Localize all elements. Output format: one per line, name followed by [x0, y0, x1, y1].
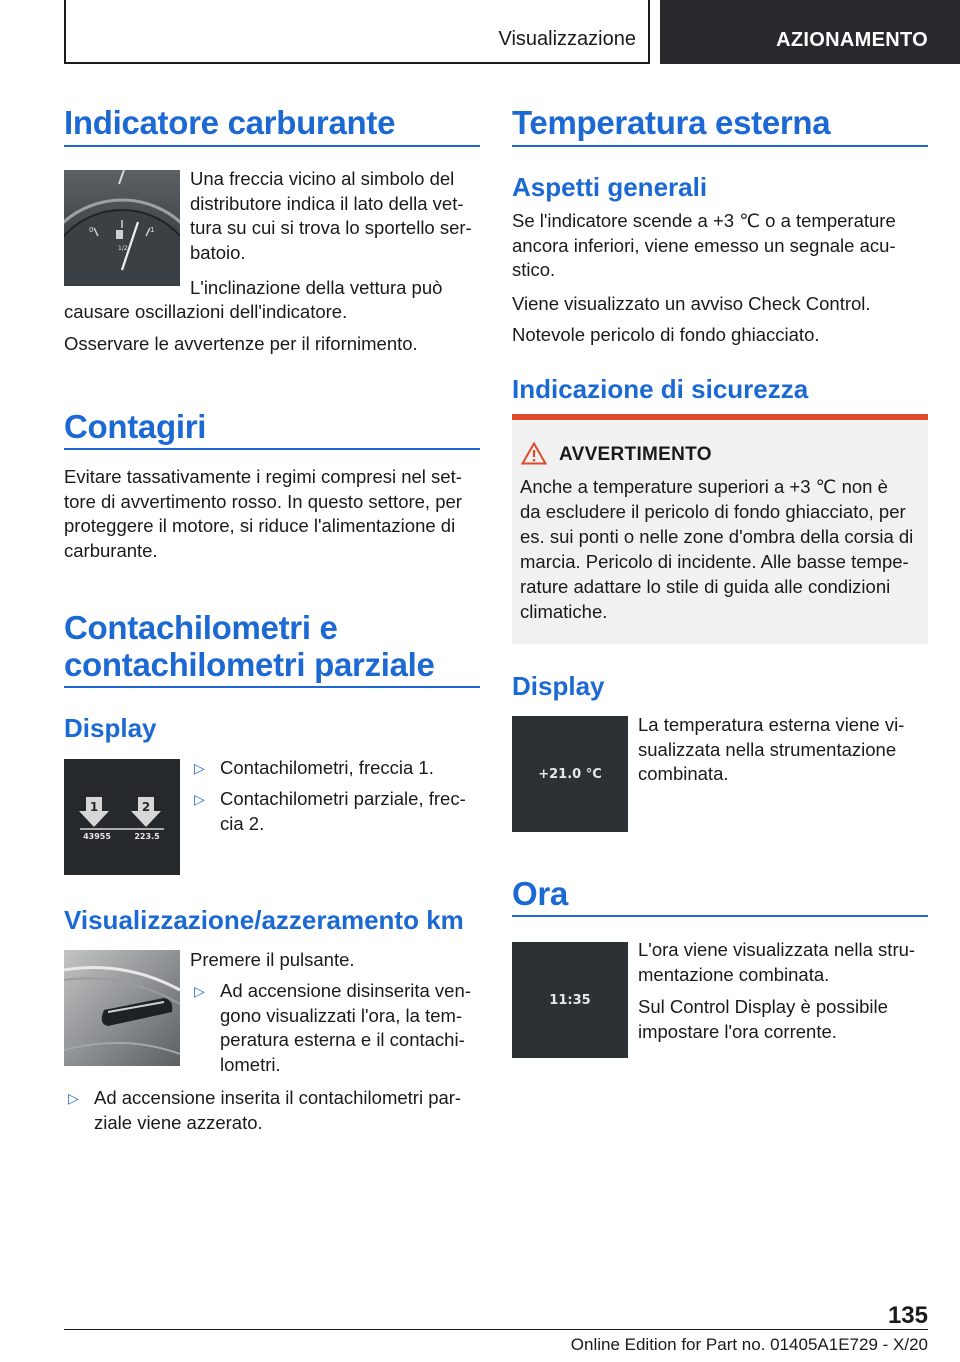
reset-button-illustration — [64, 950, 180, 1066]
tachometer-paragraph — [64, 465, 480, 563]
text-line: tore di avvertimento rosso. In questo settore, per — [64, 490, 462, 512]
clock-heading: Ora — [512, 875, 568, 912]
gauge-label-half: 1/2 — [118, 245, 128, 252]
bullet-triangle-icon: ▷ — [194, 983, 205, 999]
text-line: ziale viene azzerato. — [94, 1111, 263, 1133]
bullet-triangle-icon: ▷ — [194, 760, 205, 776]
temperature-display-heading: Display — [512, 671, 605, 701]
reset-button-image — [64, 950, 180, 1066]
reset-km-heading: Visualizzazione/azzeramento km — [64, 905, 464, 935]
arrow-1-label: 1 — [89, 800, 99, 814]
header-chapter-label: AZIONAMENTO — [776, 29, 928, 51]
reset-bullet-2 — [68, 1086, 480, 1135]
text-line: Ad accensione disinserita ven- — [220, 980, 471, 1001]
clock-display-value: 11:35 — [549, 992, 591, 1008]
general-aspects-heading: Aspetti generali — [512, 172, 708, 202]
clock-display-image — [512, 942, 628, 1058]
header-rule-bottom — [64, 62, 650, 64]
warning-triangle-icon — [521, 442, 547, 465]
text-line: rature adattare lo stile di guida alle condizioni — [520, 576, 891, 597]
heading-rule — [64, 448, 480, 450]
odometer-value: 43955 — [83, 832, 111, 841]
header-section-title: Visualizzazione — [498, 28, 636, 50]
text-line: cia 2. — [220, 812, 265, 834]
text-line: sualizzata nella strumentazione — [638, 738, 897, 760]
text-line: batoio. — [190, 241, 246, 263]
fuel-gauge-image — [64, 170, 180, 286]
fuel-paragraph-2-second-line: causare oscillazioni dell'indicatore. — [64, 301, 348, 322]
warning-text — [520, 474, 924, 624]
odometer-heading-line-2: contachilometri parziale — [64, 646, 435, 683]
text-line: tura su cui si trova lo sportello ser- — [190, 217, 472, 238]
heading-rule — [512, 145, 928, 147]
header-chapter-tab — [660, 0, 960, 64]
temperature-paragraph-1 — [512, 209, 928, 283]
odometer-display-image — [64, 759, 180, 875]
header-rule-left — [64, 0, 66, 64]
text-line: es. sui ponti o nelle zone d'ombra della corsia di — [520, 526, 914, 547]
clock-paragraph-1 — [638, 938, 928, 987]
text-line: stico. — [512, 259, 556, 280]
bullet-triangle-icon: ▷ — [68, 1090, 79, 1106]
text-line: Una freccia vicino al simbolo del — [190, 168, 455, 189]
heading-rule — [64, 145, 480, 147]
odometer-bullet-1 — [194, 756, 480, 781]
text-line: lometri. — [220, 1053, 281, 1075]
text-line: proteggere il motore, si riduce l'alimentazione di — [64, 515, 456, 536]
warning-box — [512, 414, 928, 644]
heading-rule — [512, 915, 928, 917]
footer-rule — [64, 1329, 928, 1330]
text-line: mentazione combinata. — [638, 963, 830, 985]
text-line: marcia. Pericolo di incidente. Alle basse tempe- — [520, 551, 909, 572]
fuel-gauge-illustration — [64, 170, 180, 286]
clock-paragraph-2 — [638, 995, 928, 1044]
text-line: distributore indica il lato della vet- — [190, 192, 464, 214]
footer-edition-text: Online Edition for Part no. 01405A1E729 - X/20 — [570, 1335, 928, 1354]
text-line: impostare l'ora corrente. — [638, 1020, 837, 1042]
outside-temperature-heading: Temperatura esterna — [512, 104, 831, 141]
reset-intro-text: Premere il pulsante. — [190, 949, 355, 970]
text-line: combinata. — [638, 763, 729, 784]
text-line: Contachilometri, freccia 1. — [220, 757, 434, 778]
gauge-label-full: 1 — [150, 226, 155, 234]
text-line: L'ora viene visualizzata nella stru- — [638, 939, 916, 960]
temperature-display-text — [638, 713, 928, 787]
odometer-bullet-2 — [194, 787, 480, 836]
text-line: Evitare tassativamente i regimi compresi nel set- — [64, 466, 462, 487]
safety-note-heading: Indicazione di sicurezza — [512, 374, 809, 404]
text-line: peratura esterna e il contachi- — [220, 1029, 465, 1050]
odometer-display-illustration — [64, 759, 180, 875]
warning-accent-bar — [512, 414, 928, 420]
temperature-paragraph-2: Viene visualizzato un avviso Check Control. — [512, 293, 871, 314]
text-line: Anche a temperature superiori a +3 ℃ non è — [520, 476, 888, 497]
temperature-display-value: +21.0 °C — [538, 766, 602, 782]
fuel-paragraph-1 — [190, 167, 480, 265]
fuel-paragraph-3: Osservare le avvertenze per il rifornimento. — [64, 333, 418, 354]
odometer-heading-line-1: Contachilometri e — [64, 609, 338, 646]
temperature-display-image — [512, 716, 628, 832]
text-line: La temperatura esterna viene vi- — [638, 714, 905, 735]
text-line: Sul Control Display è possibile — [638, 996, 888, 1017]
warning-label: AVVERTIMENTO — [559, 444, 712, 465]
text-line: carburante. — [64, 539, 158, 561]
fuel-paragraph-2-first-line: L'inclinazione della vettura può — [190, 277, 443, 298]
text-line: Contachilometri parziale, frec- — [220, 788, 466, 809]
fuel-pump-icon — [116, 230, 123, 239]
arrow-2-label: 2 — [141, 800, 151, 814]
page-number: 135 — [887, 1302, 928, 1329]
heading-rule — [64, 686, 480, 688]
header-rule-right — [648, 0, 650, 64]
text-line: gono visualizzati l'ora, la tem- — [220, 1004, 463, 1026]
trip-odometer-value: 223.5 — [134, 832, 160, 841]
gauge-label-empty: 0 — [89, 226, 94, 234]
temperature-paragraph-3: Notevole pericolo di fondo ghiacciato. — [512, 324, 820, 345]
bullet-triangle-icon: ▷ — [194, 791, 205, 807]
tachometer-heading: Contagiri — [64, 408, 207, 445]
text-line: Ad accensione inserita il contachilometri par- — [94, 1087, 462, 1108]
odometer-display-heading: Display — [64, 713, 157, 743]
text-line: ancora inferiori, viene emesso un segnale acu- — [512, 234, 896, 256]
text-line: Se l'indicatore scende a +3 ℃ o a temperature — [512, 210, 896, 231]
text-line: da escludere il pericolo di fondo ghiacciato, per — [520, 501, 906, 522]
reset-bullet-1 — [194, 979, 480, 1077]
fuel-gauge-heading: Indicatore carburante — [64, 104, 396, 141]
text-line: climatiche. — [520, 601, 608, 622]
